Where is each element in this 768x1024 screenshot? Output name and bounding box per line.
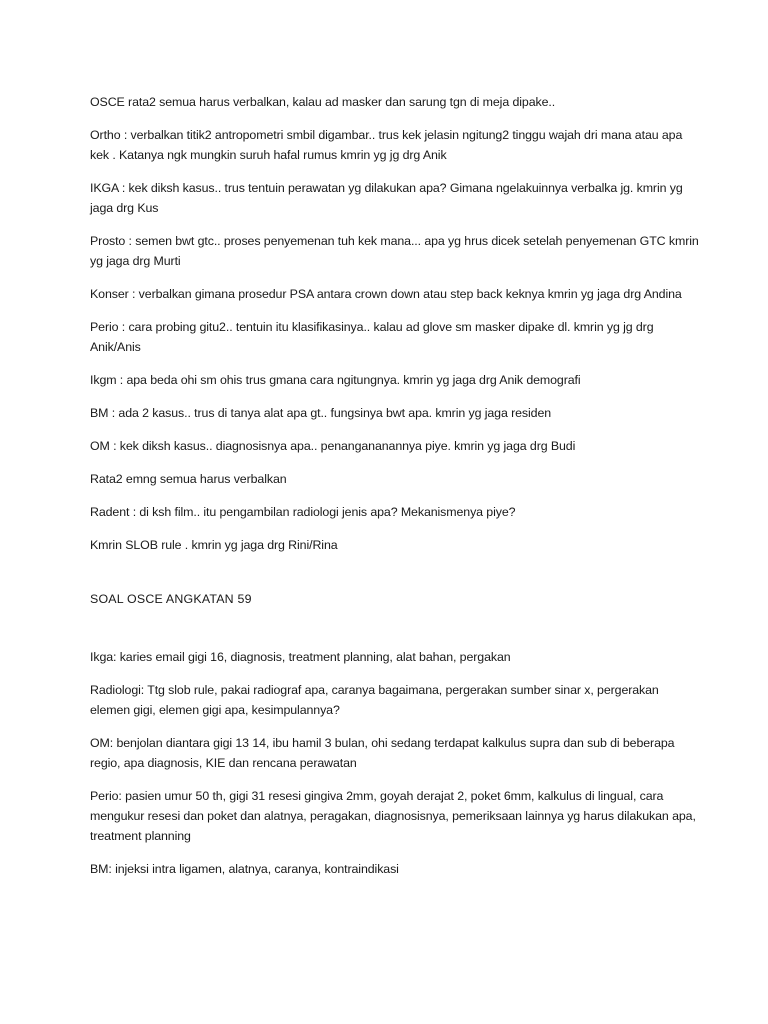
paragraph-ikgm: Ikgm : apa beda ohi sm ohis trus gmana cara ngitungnya. kmrin yg jaga drg Anik demografi [90, 373, 581, 387]
paragraph-bm: BM : ada 2 kasus.. trus di tanya alat apa gt.. fungsinya bwt apa. kmrin yg jaga residen [90, 406, 552, 420]
paragraph-konser: Konser : verbalkan gimana prosedur PSA antara crown down atau step back keknya kmrin yg jaga drg Andina [90, 287, 682, 301]
paragraph-prosto: Prosto : semen bwt gtc.. proses penyemenan tuh kek mana... apa yg hrus dicek setelah penyemenan GTC kmrin yg jaga drg Murti [90, 234, 699, 268]
document-body [90, 92, 700, 892]
paragraph-bm-59: BM: injeksi intra ligamen, alatnya, caranya, kontraindikasi [90, 862, 399, 876]
paragraph-om-59: OM: benjolan diantara gigi 13 14, ibu hamil 3 bulan, ohi sedang terdapat kalkulus supra dan sub di beberapa regio, apa diagnosis, KIE dan rencana perawatan [90, 736, 675, 770]
paragraph-ortho: Ortho : verbalkan titik2 antropometri smbil digambar.. trus kek jelasin ngitung2 tinggu wajah dri mana atau apa kek . Katanya ngk mungkin suruh hafal rumus kmrin yg jg drg Anik [90, 128, 683, 162]
paragraph-radiologi-59: Radiologi: Ttg slob rule, pakai radiograf apa, caranya bagaimana, pergerakan sumber sinar x, pergerakan elemen gigi, elemen gigi apa, kesimpulannya? [90, 683, 659, 717]
paragraph-ikga: IKGA : kek diksh kasus.. trus tentuin perawatan yg dilakukan apa? Gimana ngelakuinnya verbalka jg. kmrin yg jaga drg Kus [90, 181, 683, 215]
paragraph-ikga-59: Ikga: karies email gigi 16, diagnosis, treatment planning, alat bahan, pergakan [90, 650, 511, 664]
paragraph-rata2: Rata2 emng semua harus verbalkan [90, 472, 287, 486]
paragraph-slob-rule: Kmrin SLOB rule . kmrin yg jaga drg Rini/Rina [90, 538, 338, 552]
paragraph-osce-intro: OSCE rata2 semua harus verbalkan, kalau ad masker dan sarung tgn di meja dipake.. [90, 95, 556, 109]
paragraph-radent: Radent : di ksh film.. itu pengambilan radiologi jenis apa? Mekanismenya piye? [90, 505, 516, 519]
paragraph-om: OM : kek diksh kasus.. diagnosisnya apa.. penangananannya piye. kmrin yg jaga drg Budi [90, 439, 576, 453]
section-heading: SOAL OSCE ANGKATAN 59 [90, 592, 252, 606]
paragraph-perio-59: Perio: pasien umur 50 th, gigi 31 resesi gingiva 2mm, goyah derajat 2, poket 6mm, kalkulus di lingual, cara mengukur resesi dan poket dan alatnya, peragakan, diagnosisnya, pemeriksaan lainnya yg harus dilakukan apa, treatment planning [90, 789, 696, 843]
paragraph-perio: Perio : cara probing gitu2.. tentuin itu klasifikasinya.. kalau ad glove sm masker dipake dl. kmrin yg jg drg Anik/Anis [90, 320, 654, 354]
